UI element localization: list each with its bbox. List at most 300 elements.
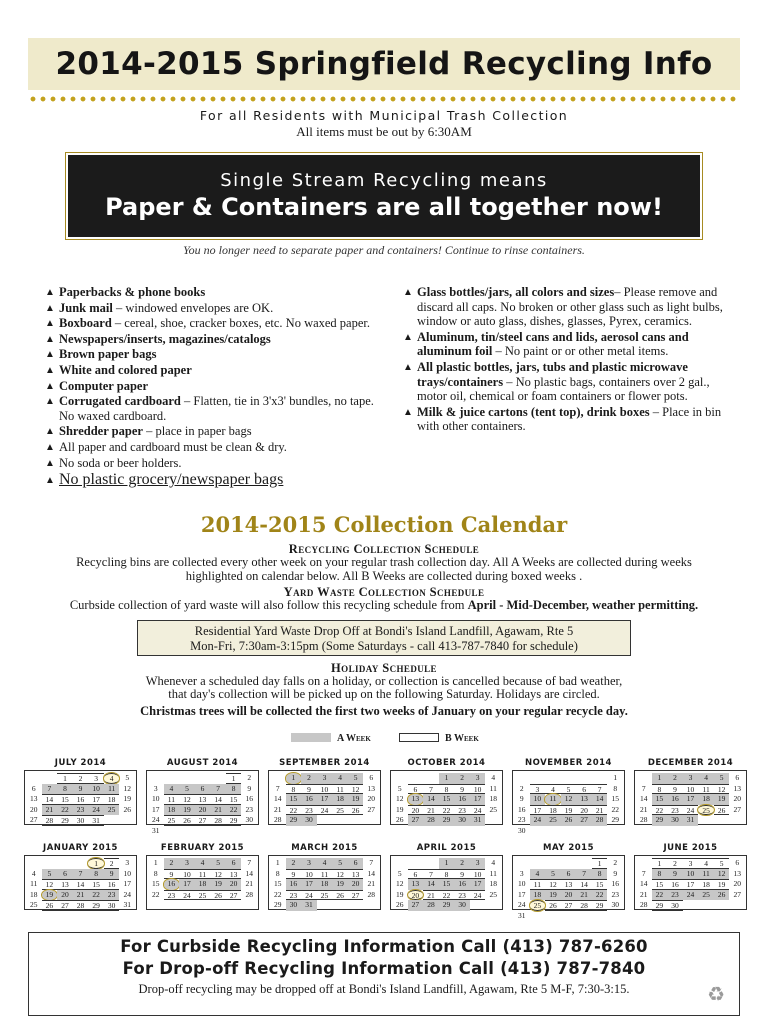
item-bold: Newspapers/inserts, magazines/catalogs — [59, 331, 271, 346]
week-row — [392, 858, 501, 869]
calendar-blank — [576, 858, 592, 869]
calendar-day: 15 — [152, 879, 160, 888]
calendar-day: 4 — [31, 868, 36, 878]
calendar-day: 13 — [348, 869, 364, 880]
calendar-day: 20 — [733, 879, 741, 888]
calendar-day: 25 — [489, 889, 497, 899]
item-bold: White and colored paper — [59, 362, 192, 377]
calendar-day: 24 — [470, 805, 486, 816]
calendar-day: 11 — [530, 879, 546, 890]
week-row — [270, 900, 379, 911]
triangle-bullet-icon: ▲ — [45, 287, 55, 298]
calendar-day: 3 — [470, 773, 486, 784]
calendar-day: 3 — [683, 773, 699, 784]
week-row — [514, 794, 623, 805]
week-row — [514, 858, 623, 869]
item-bold: Shredder paper — [59, 424, 143, 439]
calendar-day: 14 — [367, 868, 375, 878]
calendar-day: 6 — [57, 869, 73, 880]
calendar-day: 29 — [274, 900, 282, 909]
calendar-day: 26 — [714, 805, 730, 816]
calendar-day: 4 — [491, 773, 496, 782]
calendar-day: 22 — [274, 889, 282, 899]
month-grid — [146, 770, 259, 835]
legend-a-label: A Week — [337, 733, 371, 744]
calendar-blank — [148, 773, 164, 784]
week-row — [26, 815, 135, 826]
calendar-day: 25 — [332, 805, 348, 816]
list-item — [403, 405, 723, 434]
calendar-day: 25 — [698, 890, 714, 901]
calendar-day: 22 — [226, 805, 242, 816]
header-banner — [28, 38, 740, 90]
holiday-heading: Holiday Schedule — [331, 661, 437, 675]
calendar-day: 9 — [104, 869, 120, 880]
calendar-day: 25 — [30, 900, 38, 909]
calendar-day: 22 — [57, 805, 73, 816]
triangle-bullet-icon: ▲ — [45, 475, 55, 487]
calendar-day: 19 — [210, 879, 226, 890]
calendar-day: 24 — [683, 805, 699, 816]
calendar-day: 22 — [439, 805, 455, 816]
calendar-day: 2 — [104, 858, 120, 869]
calendar-blank — [545, 858, 561, 869]
month-calendar — [268, 843, 381, 910]
dropoff-phone: For Drop-off Recycling Information Call (413) 787-7840 — [122, 959, 646, 978]
calendar-day: 2 — [73, 773, 89, 784]
calendar-title: 2014-2015 Collection Calendar — [200, 512, 568, 537]
calendar-day: 7 — [42, 784, 58, 795]
list-item — [403, 330, 723, 359]
calendar-day: 26 — [396, 900, 404, 909]
calendar-day: 3 — [179, 858, 195, 869]
month-name: NOVEMBER 2014 — [525, 758, 612, 768]
calendar-day: 18 — [317, 879, 333, 890]
calendar-day: 14 — [640, 879, 648, 888]
calendar-day: 4 — [698, 858, 714, 869]
calendar-day: 4 — [332, 773, 348, 784]
calendar-day: 7 — [423, 784, 439, 795]
calendar-blank — [317, 815, 333, 826]
week-row — [270, 858, 379, 869]
calendar-day: 27 — [561, 900, 577, 911]
calendar-day: 26 — [348, 805, 364, 816]
week-row — [26, 890, 135, 901]
calendar-day: 16 — [104, 879, 120, 890]
calendar-blank — [592, 911, 608, 922]
calendar-day: 21 — [592, 805, 608, 816]
month-name: JULY 2014 — [54, 758, 107, 768]
calendar-day: 14 — [576, 879, 592, 890]
calendar-day: 11 — [104, 784, 120, 795]
month-calendar — [24, 758, 137, 825]
month-grid — [24, 770, 137, 825]
calendar-day: 2 — [454, 858, 470, 869]
holiday-day: 13 — [408, 794, 424, 805]
week-row — [26, 805, 135, 816]
calendar-day: 9 — [301, 784, 317, 795]
calendar-day: 30 — [454, 815, 470, 826]
calendar-day: 22 — [652, 805, 668, 816]
calendar-day: 13 — [367, 783, 375, 793]
calendar-day: 5 — [125, 773, 130, 782]
calendar-blank — [530, 858, 546, 869]
calendar-blank — [530, 911, 546, 922]
calendar-blank — [561, 826, 577, 837]
calendar-day: 24 — [123, 889, 131, 899]
calendar-day: 12 — [396, 794, 404, 803]
calendar-day: 1 — [652, 773, 668, 784]
calendar-blank — [607, 911, 623, 922]
holiday-text1: Whenever a scheduled day falls on a holiday, or collection is cancelled because of bad weather, — [145, 674, 623, 688]
calendar-day: 9 — [667, 784, 683, 795]
item-bold: Paperbacks & phone books — [59, 285, 206, 299]
list-item — [45, 394, 375, 423]
calendar-day: 5 — [714, 858, 730, 869]
calendar-blank — [26, 773, 42, 784]
calendar-day: 10 — [88, 784, 104, 795]
holiday-text2: that day's collection will be picked up on the following Saturday. Holidays are circled. — [168, 687, 600, 701]
calendar-day: 9 — [247, 783, 252, 793]
calendar-day: 16 — [667, 794, 683, 805]
calendar-day: 24 — [530, 815, 546, 826]
calendar-day: 5 — [397, 868, 402, 878]
item-text: – place in paper bags — [142, 424, 252, 439]
pickup-time: All items must be out by 6:30AM — [296, 124, 472, 139]
calendar-day: 1 — [275, 858, 280, 867]
calendar-day: 10 — [530, 794, 546, 805]
calendar-day: 23 — [518, 815, 526, 824]
calendar-day: 28 — [640, 815, 648, 824]
calendar-day: 7 — [275, 783, 280, 793]
calendar-day: 16 — [301, 794, 317, 805]
week-row — [392, 900, 501, 911]
calendar-day: 18 — [104, 794, 120, 805]
calendar-day: 7 — [641, 868, 646, 878]
calendar-day: 16 — [454, 794, 470, 805]
calendar-day: 26 — [179, 815, 195, 826]
calendar-day: 5 — [179, 784, 195, 795]
legend-b-swatch — [399, 733, 439, 742]
calendar-day: 28 — [42, 815, 58, 826]
yard-waste-heading: Yard Waste Collection Schedule — [283, 585, 485, 599]
item-text: – Place in bin with other containers. — [417, 404, 722, 434]
calendar-day: 2 — [164, 858, 180, 869]
dropoff-info-box — [137, 620, 631, 656]
calendar-day: 5 — [210, 858, 226, 869]
calendar-day: 22 — [592, 890, 608, 901]
calendar-day: 14 — [423, 879, 439, 890]
calendar-day: 5 — [348, 773, 364, 784]
calendar-day: 27 — [195, 815, 211, 826]
calendar-day: 29 — [439, 900, 455, 911]
month-calendar — [390, 758, 503, 825]
item-text: – cereal, shoe, cracker boxes, etc. No waxed paper. — [111, 316, 371, 331]
calendar-day: 6 — [348, 858, 364, 869]
week-row — [148, 826, 257, 837]
calendar-blank — [348, 815, 364, 826]
calendar-blank — [545, 911, 561, 922]
calendar-day: 11 — [332, 784, 348, 795]
calendar-day: 17 — [470, 879, 486, 890]
item-text: All paper and cardboard must be clean & dry. — [59, 439, 287, 454]
calendar-day: 24 — [317, 805, 333, 816]
calendar-day: 13 — [733, 868, 741, 878]
calendar-day: 19 — [561, 805, 577, 816]
paper-items-list — [45, 285, 375, 490]
calendar-blank — [576, 911, 592, 922]
calendar-blank — [42, 858, 58, 869]
calendar-day: 12 — [545, 879, 561, 890]
calendar-day: 22 — [88, 890, 104, 901]
calendar-blank — [42, 773, 58, 784]
calendar-day: 4 — [317, 858, 333, 869]
calendar-day: 27 — [30, 815, 38, 824]
calendar-day: 23 — [667, 890, 683, 901]
yard-bold: April - Mid-December, weather permitting. — [467, 598, 699, 612]
triangle-bullet-icon: ▲ — [45, 441, 55, 453]
month-name: SEPTEMBER 2014 — [279, 758, 370, 768]
calendar-day: 15 — [439, 794, 455, 805]
calendar-day: 15 — [592, 879, 608, 890]
week-row — [148, 869, 257, 880]
calendar-blank — [636, 858, 652, 869]
calendar-day: 4 — [164, 784, 180, 795]
curbside-phone: For Curbside Recycling Information Call (413) 787-6260 — [120, 937, 648, 956]
calendar-day: 23 — [73, 805, 89, 816]
holiday-day: 11 — [545, 794, 561, 805]
calendar-day: 17 — [683, 794, 699, 805]
calendar-day: 6 — [561, 869, 577, 880]
calendar-day: 18 — [195, 879, 211, 890]
calendar-day: 6 — [195, 784, 211, 795]
calendar-day: 30 — [245, 815, 253, 824]
calendar-blank — [530, 826, 546, 837]
calendar-blank — [348, 900, 364, 911]
week-row — [392, 773, 501, 784]
month-name: DECEMBER 2014 — [647, 758, 734, 768]
calendar-day: 10 — [317, 784, 333, 795]
calendar-day: 13 — [226, 869, 242, 880]
week-row — [148, 858, 257, 869]
triangle-bullet-icon: ▲ — [403, 361, 413, 373]
calendar-day: 21 — [367, 879, 375, 888]
calendar-day: 28 — [367, 889, 375, 899]
calendar-blank — [164, 773, 180, 784]
calendar-blank — [392, 773, 408, 784]
list-item — [45, 424, 375, 439]
week-row — [636, 890, 745, 901]
calendar-day: 4 — [698, 773, 714, 784]
calendar-day: 29 — [652, 815, 668, 826]
calendar-day: 2 — [247, 773, 252, 782]
calendar-day: 7 — [210, 784, 226, 795]
holiday-day: 1 — [88, 858, 104, 869]
list-item — [45, 301, 375, 316]
month-grid — [24, 855, 137, 910]
calendar-day: 26 — [42, 900, 58, 911]
calendar-day: 2 — [519, 783, 524, 793]
calendar-day: 6 — [226, 858, 242, 869]
week-row — [514, 826, 623, 837]
month-grid — [390, 770, 503, 825]
calendar-day: 9 — [613, 868, 618, 878]
calendar-day: 9 — [286, 869, 302, 880]
calendar-day: 5 — [714, 773, 730, 784]
week-row — [392, 869, 501, 880]
week-row — [392, 784, 501, 795]
calendar-day: 19 — [714, 879, 730, 890]
calendar-day: 3 — [153, 783, 158, 793]
dropoff-line1: Residential Yard Waste Drop Off at Bondi's Island Landfill, Agawam, Rte 5 — [194, 624, 574, 638]
container-items-list — [403, 285, 723, 435]
calendar-day: 30 — [518, 825, 526, 835]
calendar-day: 7 — [423, 869, 439, 880]
week-row — [270, 869, 379, 880]
calendar-day: 19 — [348, 794, 364, 805]
week-row — [514, 773, 623, 784]
calendar-day: 6 — [735, 858, 740, 867]
calendar-day: 25 — [104, 805, 120, 816]
item-bold: Milk & juice cartons (tent top), drink boxes — [417, 404, 650, 419]
dropoff-line2: Mon-Fri, 7:30am-3:15pm (Some Saturdays - call 413-787-7840 for schedule) — [190, 639, 578, 653]
calendar-day: 18 — [489, 794, 497, 803]
calendar-day: 11 — [698, 784, 714, 795]
calendar-day: 4 — [545, 784, 561, 795]
calendar-day: 12 — [561, 794, 577, 805]
calendar-day: 17 — [317, 794, 333, 805]
calendar-day: 17 — [88, 794, 104, 805]
month-calendar — [146, 843, 259, 910]
calendar-day: 25 — [317, 890, 333, 901]
calendar-day: 18 — [164, 805, 180, 816]
month-calendar — [634, 843, 747, 910]
week-row — [26, 900, 135, 911]
calendar-day: 7 — [592, 784, 608, 795]
calendar-day: 31 — [518, 910, 526, 920]
triangle-bullet-icon: ▲ — [45, 396, 55, 408]
calendar-day: 18 — [332, 794, 348, 805]
calendar-day: 19 — [714, 794, 730, 805]
calendar-day: 27 — [367, 804, 375, 814]
calendar-day: 23 — [301, 805, 317, 816]
calendar-day: 31 — [470, 815, 486, 826]
week-row — [636, 900, 745, 911]
calendar-day: 23 — [454, 890, 470, 901]
calendar-day: 6 — [408, 869, 424, 880]
calendar-day: 19 — [179, 805, 195, 816]
calendar-day: 29 — [226, 815, 242, 826]
calendar-day: 18 — [698, 794, 714, 805]
month-name: OCTOBER 2014 — [407, 758, 486, 768]
calendar-day: 21 — [423, 890, 439, 901]
month-grid — [512, 855, 625, 920]
calendar-day: 20 — [226, 879, 242, 890]
month-grid — [268, 770, 381, 825]
calendar-day: 22 — [652, 890, 668, 901]
week-row — [636, 858, 745, 869]
triangle-bullet-icon: ▲ — [403, 406, 413, 418]
calendar-day: 21 — [73, 890, 89, 901]
calendar-blank — [470, 900, 486, 911]
calendar-day: 8 — [439, 784, 455, 795]
week-row — [148, 794, 257, 805]
calendar-day: 28 — [423, 900, 439, 911]
calendar-day: 15 — [57, 794, 73, 805]
calendar-day: 17 — [530, 805, 546, 816]
calendar-day: 27 — [733, 804, 741, 814]
month-grid — [146, 855, 259, 910]
calendar-day: 16 — [245, 794, 253, 803]
list-item — [45, 379, 375, 394]
calendar-day: 29 — [439, 815, 455, 826]
item-bold: All plastic bottles, jars, tubs and plastic microwave trays/containers — [417, 359, 688, 389]
calendar-day: 17 — [470, 794, 486, 805]
month-calendar — [24, 843, 137, 910]
calendar-day: 7 — [247, 858, 252, 867]
calendar-day: 27 — [57, 900, 73, 911]
calendar-day: 3 — [683, 858, 699, 869]
calendar-day: 12 — [210, 869, 226, 880]
calendar-day: 21 — [640, 889, 648, 899]
calendar-day: 9 — [73, 784, 89, 795]
item-bold: Brown paper bags — [59, 347, 157, 362]
calendar-day: 16 — [286, 879, 302, 890]
week-row — [636, 773, 745, 784]
calendar-day: 15 — [652, 879, 668, 890]
month-name: MARCH 2015 — [291, 843, 358, 853]
calendar-day: 11 — [489, 868, 497, 878]
calendar-blank — [576, 826, 592, 837]
week-row — [514, 805, 623, 816]
calendar-day: 13 — [561, 879, 577, 890]
list-item — [403, 285, 723, 329]
week-row — [148, 784, 257, 795]
calendar-day: 15 — [274, 879, 282, 888]
calendar-day: 10 — [152, 794, 160, 803]
calendar-day: 30 — [286, 900, 302, 911]
calendar-day: 28 — [576, 900, 592, 911]
calendar-day: 15 — [611, 794, 619, 803]
calendar-day: 20 — [576, 805, 592, 816]
calendar-day: 12 — [179, 794, 195, 805]
calendar-day: 8 — [88, 869, 104, 880]
recycle-icon: ♻ — [707, 984, 725, 1006]
calendar-day: 18 — [489, 879, 497, 888]
calendar-day: 7 — [576, 869, 592, 880]
calendar-day: 28 — [592, 815, 608, 826]
calendar-day: 22 — [611, 804, 619, 814]
holiday-day: 4 — [104, 773, 120, 784]
calendar-day: 16 — [454, 879, 470, 890]
calendar-blank — [576, 773, 592, 784]
week-row — [514, 879, 623, 890]
month-grid — [634, 855, 747, 910]
calendar-day: 31 — [152, 825, 160, 835]
calendar-day: 24 — [88, 805, 104, 816]
rinse-note: You no longer need to separate paper and containers! Continue to rinse containers. — [183, 243, 585, 257]
calendar-day: 18 — [30, 889, 38, 899]
month-calendar — [268, 758, 381, 825]
week-row — [636, 794, 745, 805]
calendar-day: 23 — [454, 805, 470, 816]
calendar-day: 19 — [545, 890, 561, 901]
week-row — [392, 794, 501, 805]
calendar-day: 27 — [226, 890, 242, 901]
calendar-day: 15 — [88, 879, 104, 890]
item-text: No plastic grocery/newspaper bags — [59, 471, 284, 489]
calendar-day: 29 — [286, 815, 302, 826]
